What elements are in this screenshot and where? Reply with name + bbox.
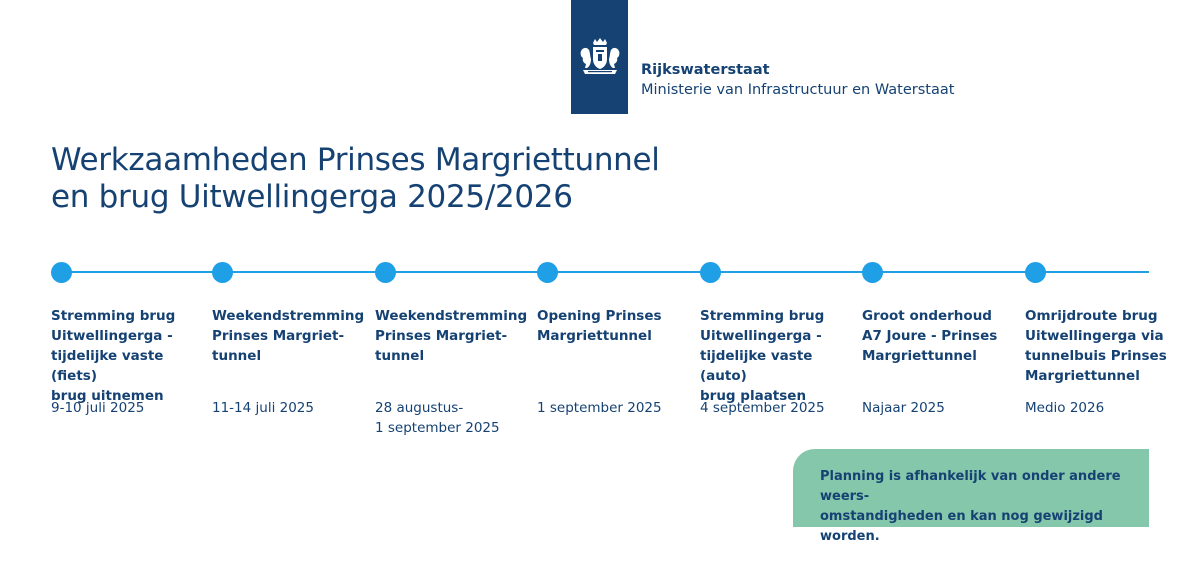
timeline-dot-7 [1025,262,1046,283]
milestone-date: 4 september 2025 [700,400,825,416]
milestone-date: 11-14 juli 2025 [212,400,314,416]
planning-note-text: Planning is afhankelijk van onder andere weers- omstandigheden en kan nog gewijzigd worden. [820,469,1121,544]
title-line-1: Werkzaamheden Prinses Margriettunnel [51,142,660,178]
milestone-date: 9-10 juli 2025 [51,400,145,416]
milestone-7 [1025,306,1175,416]
milestone-label: Omrijdroute brug Uitwellingerga via tunnelbuis Prinses Margriettunnel [1025,308,1167,384]
timeline-dot-1 [51,262,72,283]
timeline-dot-4 [537,262,558,283]
milestone-1 [51,306,201,416]
milestone-2 [212,306,365,416]
milestone-label: Weekendstremming Prinses Margriet- tunnel [212,308,365,364]
timeline-dot-5 [700,262,721,283]
timeline-dot-6 [862,262,883,283]
logo-text [641,60,954,100]
milestone-3 [375,306,528,436]
milestone-5 [700,306,850,416]
timeline-dot-3 [375,262,396,283]
milestone-date: Najaar 2025 [862,400,945,416]
planning-note [793,449,1149,544]
milestone-label: Opening Prinses Margriettunnel [537,308,662,344]
milestone-label: Stremming brug Uitwellingerga - tijdelijke vaste (auto) brug plaatsen [700,308,825,404]
timeline-dot-2 [212,262,233,283]
organisation-name: Rijkswaterstaat [641,62,770,78]
coat-of-arms-icon [577,37,623,77]
ministry-name: Ministerie van Infrastructuur en Waterstaat [641,82,955,98]
milestone-4 [537,306,687,416]
milestone-label: Groot onderhoud A7 Joure - Prinses Margriettunnel [862,308,998,364]
milestone-date: 28 augustus- 1 september 2025 [375,400,500,436]
milestone-date: Medio 2026 [1025,400,1105,416]
milestone-6 [862,306,1012,416]
page-title [51,142,660,216]
title-line-2: en brug Uitwellingerga 2025/2026 [51,179,573,215]
rijkswaterstaat-logo-bar [571,0,628,114]
milestone-date: 1 september 2025 [537,400,662,416]
milestone-label: Stremming brug Uitwellingerga - tijdelijke vaste (fiets) brug uitnemen [51,308,176,404]
milestone-label: Weekendstremming Prinses Margriet- tunnel [375,308,528,364]
